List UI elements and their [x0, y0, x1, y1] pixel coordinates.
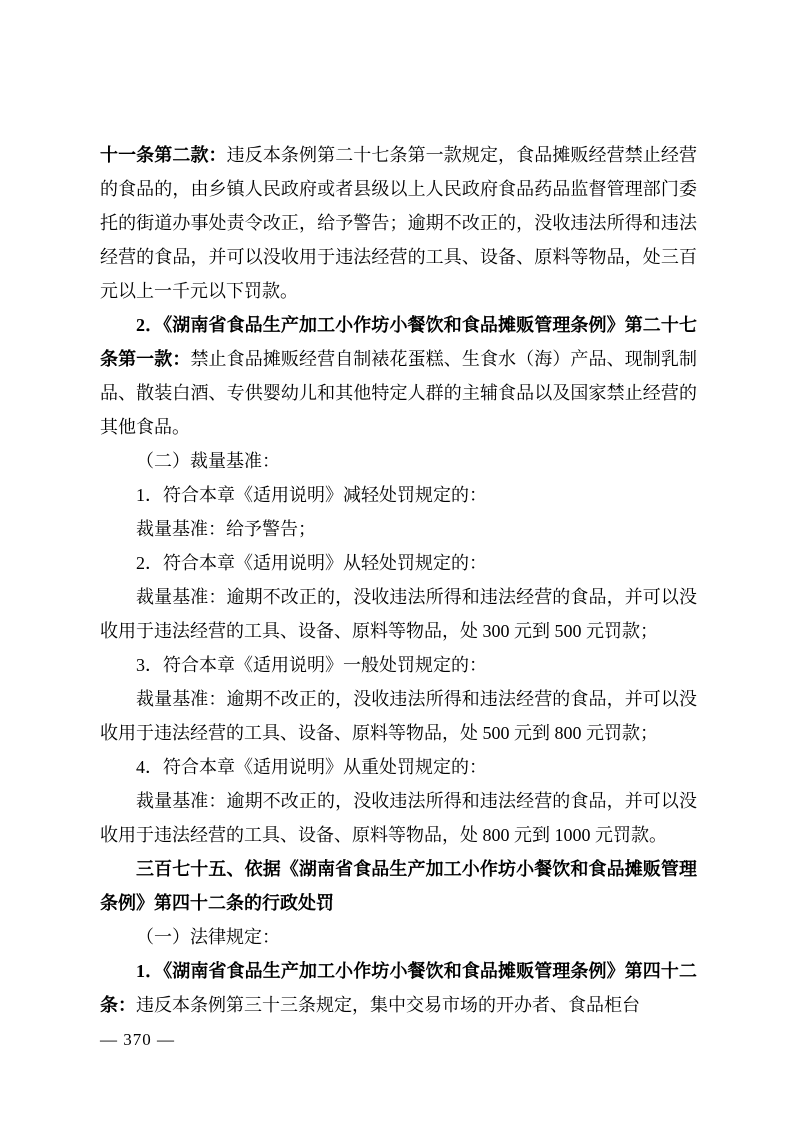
section-heading: [100, 852, 697, 920]
body-paragraph: [100, 444, 697, 478]
body-paragraph: [100, 784, 697, 852]
text-run: 3．符合本章《适用说明》一般处罚规定的：: [136, 655, 487, 675]
bold-text-run: 2．《湖南省食品生产加工小作坊小餐饮和食品摊贩管理条例》第二十七条第一款：: [100, 315, 697, 369]
bold-text-run: 三百七十五、依据《湖南省食品生产加工小作坊小餐饮和食品摊贩管理条例》第四十二条的行政处罚: [100, 859, 697, 913]
text-run: 1．符合本章《适用说明》减轻处罚规定的：: [136, 485, 487, 505]
text-run: 禁止食品摊贩经营自制裱花蛋糕、生食水（海）产品、现制乳制品、散装白酒、专供婴幼儿和其他特定人群的主辅食品以及国家禁止经营的其他食品。: [100, 349, 697, 437]
text-run: （二）裁量基准：: [136, 451, 280, 471]
body-paragraph: [100, 954, 697, 1022]
body-paragraph: [100, 682, 697, 750]
body-paragraph: [100, 750, 697, 784]
text-run: 4．符合本章《适用说明》从重处罚规定的：: [136, 757, 487, 777]
document-body: [100, 138, 697, 1022]
body-paragraph: [100, 308, 697, 444]
body-paragraph: [100, 478, 697, 512]
body-paragraph: [100, 580, 697, 648]
bold-text-run: 1．《湖南省食品生产加工小作坊小餐饮和食品摊贩管理条例》第四十二条：: [100, 961, 697, 1015]
body-paragraph: [100, 920, 697, 954]
body-paragraph: [100, 546, 697, 580]
text-run: 违反本条例第二十七条第一款规定，食品摊贩经营禁止经营的食品的，由乡镇人民政府或者县级以上人民政府食品药品监督管理部门委托的街道办事处责令改正，给予警告；逾期不改正的，没收违法所得和违法经营的食品，并可以没收用于违法经营的工具、设备、原料等物品，处三百元以上一千元以下罚款。: [100, 145, 697, 301]
text-run: （一）法律规定：: [136, 927, 280, 947]
text-run: 裁量基准：逾期不改正的，没收违法所得和违法经营的食品，并可以没收用于违法经营的工具、设备、原料等物品，处 300 元到 500 元罚款；: [100, 587, 697, 641]
text-run: 2．符合本章《适用说明》从轻处罚规定的：: [136, 553, 487, 573]
text-run: 裁量基准：逾期不改正的，没收违法所得和违法经营的食品，并可以没收用于违法经营的工具、设备、原料等物品，处 800 元到 1000 元罚款。: [100, 791, 697, 845]
body-paragraph: [100, 648, 697, 682]
bold-text-run: 十一条第二款：: [100, 145, 227, 165]
text-run: 裁量基准：逾期不改正的，没收违法所得和违法经营的食品，并可以没收用于违法经营的工具、设备、原料等物品，处 500 元到 800 元罚款；: [100, 689, 697, 743]
text-run: 裁量基准：给予警告；: [136, 519, 316, 539]
body-paragraph: [100, 512, 697, 546]
body-paragraph: [100, 138, 697, 308]
text-run: 违反本条例第三十三条规定，集中交易市场的开办者、食品柜台: [136, 995, 640, 1015]
page-number: — 370 —: [100, 1030, 175, 1049]
